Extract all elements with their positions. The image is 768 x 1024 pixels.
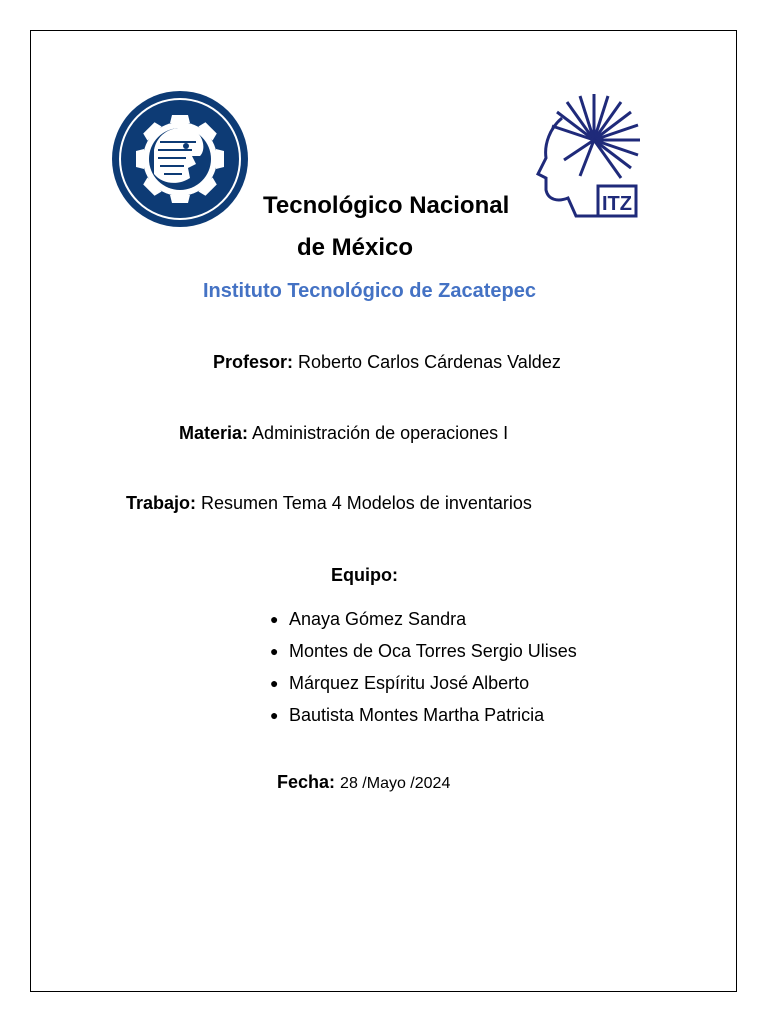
team-member-name: Anaya Gómez Sandra xyxy=(289,609,467,629)
bullet-icon: ● xyxy=(270,643,279,659)
fecha-label: Fecha: xyxy=(277,772,336,792)
profesor-value: Roberto Carlos Cárdenas Valdez xyxy=(298,352,561,372)
institute-name: Instituto Tecnológico de Zacatepec xyxy=(203,280,537,302)
materia-value: Administración de operaciones I xyxy=(252,423,509,443)
itz-logo-text: ITZ xyxy=(602,193,632,215)
itz-logo xyxy=(532,88,644,222)
team-member xyxy=(268,603,577,635)
bullet-icon: ● xyxy=(270,611,279,627)
tecnm-logo xyxy=(108,90,252,228)
profesor-row xyxy=(213,352,561,373)
materia-row xyxy=(179,423,508,444)
trabajo-row xyxy=(126,493,532,514)
bullet-icon: ● xyxy=(270,675,279,691)
profesor-label: Profesor: xyxy=(213,352,294,372)
title-line-2: de México xyxy=(297,234,414,261)
team-list xyxy=(268,603,577,731)
team-member xyxy=(268,635,577,667)
trabajo-value: Resumen Tema 4 Modelos de inventarios xyxy=(201,493,532,513)
team-member-name: Bautista Montes Martha Patricia xyxy=(289,705,545,725)
equipo-label: Equipo: xyxy=(331,565,398,585)
team-member xyxy=(268,667,577,699)
trabajo-label: Trabajo: xyxy=(126,493,197,513)
fecha-row xyxy=(277,772,450,793)
fecha-value: 28 /Mayo /2024 xyxy=(340,775,451,792)
team-member-name: Montes de Oca Torres Sergio Ulises xyxy=(289,641,577,661)
team-member xyxy=(268,699,577,731)
bullet-icon: ● xyxy=(270,707,279,723)
materia-label: Materia: xyxy=(179,423,249,443)
team-member-name: Márquez Espíritu José Alberto xyxy=(289,673,530,693)
title-line-1: Tecnológico Nacional xyxy=(263,192,510,219)
